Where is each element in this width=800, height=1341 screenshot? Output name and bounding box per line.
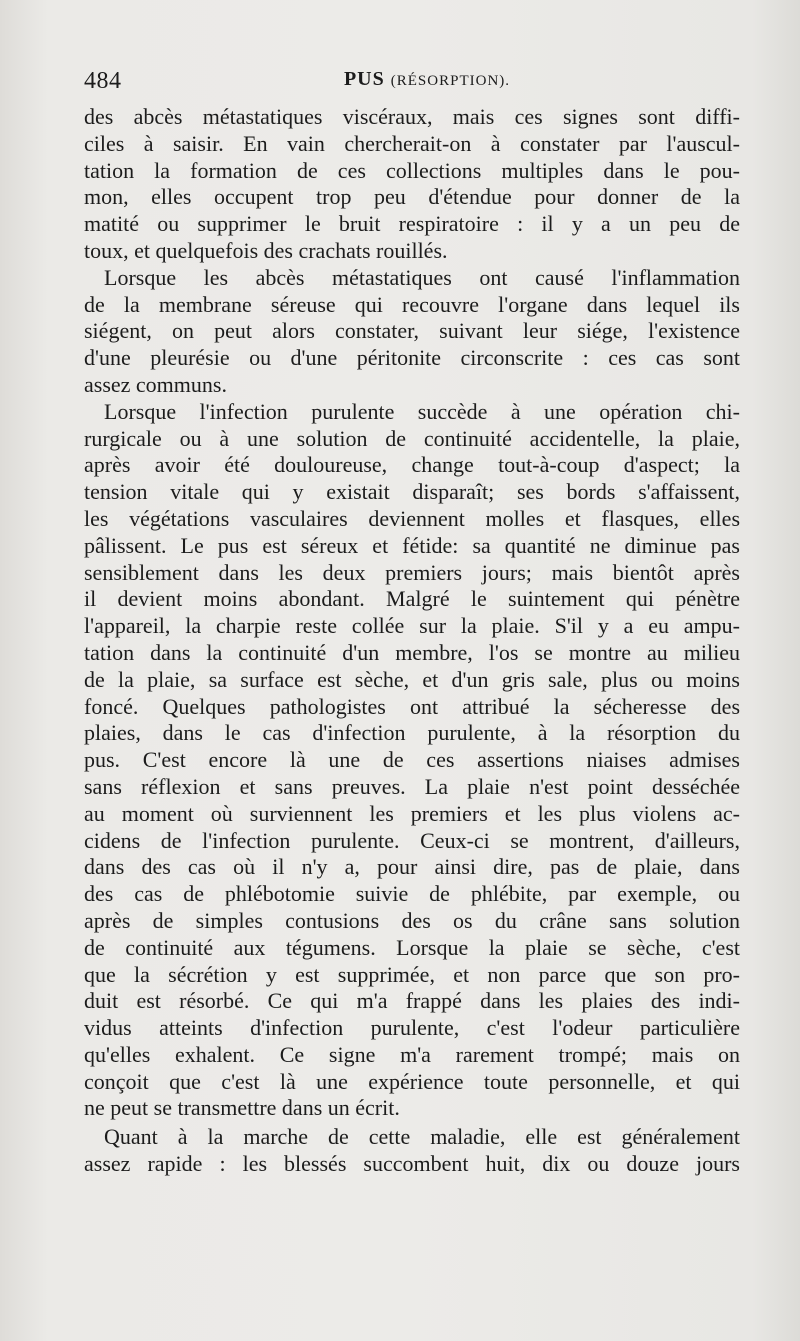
text-line: les végétations vasculaires deviennent molles et flasques, elles <box>84 505 740 531</box>
text-line: des abcès métastatiques viscéraux, mais ces signes sont diffi- <box>84 104 740 129</box>
text-line: ne peut se transmettre dans un écrit. <box>84 1095 400 1121</box>
page-header <box>84 68 740 100</box>
text-line: duit est résorbé. Ce qui m'a frappé dans les plaies des indi- <box>84 988 740 1014</box>
running-head <box>84 68 740 91</box>
text-line: siégent, on peut alors constater, suivant leur siége, l'existence <box>84 318 740 344</box>
text-line: cidens de l'infection purulente. Ceux-ci se montrent, d'ailleurs, <box>84 827 740 853</box>
text-line: Lorsque l'infection purulente succède à une opération chi- <box>104 398 740 424</box>
text-line: ciles à saisir. En vain chercherait-on à constater par l'auscul- <box>84 130 740 156</box>
running-head-main: PUS <box>343 68 385 90</box>
text-line: l'appareil, la charpie reste collée sur la plaie. S'il y a eu ampu- <box>84 613 740 639</box>
text-line: pus. C'est encore là une de ces assertions niaises admises <box>84 747 740 773</box>
paragraph-2 <box>84 265 740 399</box>
text-line: tation la formation de ces collections multiples dans le pou- <box>84 157 740 183</box>
text-line: de la plaie, sa surface est sèche, et d'un gris sale, plus ou moins <box>84 666 740 692</box>
text-line: tension vitale qui y existait disparaît; ses bords s'affaissent, <box>84 479 740 505</box>
text-line: au moment où surviennent les premiers et les plus violens ac- <box>84 800 740 826</box>
text-line: vidus atteints d'infection purulente, c'est l'odeur particulière <box>84 1015 740 1041</box>
text-line: que la sécrétion y est supprimée, et non parce que son pro- <box>84 961 740 987</box>
text-line: de continuité aux tégumens. Lorsque la plaie se sèche, c'est <box>84 934 740 960</box>
text-line: de la membrane séreuse qui recouvre l'organe dans lequel ils <box>84 291 740 317</box>
text-line: sensiblement dans les deux premiers jours; mais bientôt après <box>84 559 740 585</box>
text-line: Lorsque les abcès métastatiques ont causé l'inflammation <box>104 264 740 290</box>
text-line: plaies, dans le cas d'infection purulente, à la résorption du <box>84 720 740 746</box>
text-line: dans des cas où il n'y a, pour ainsi dire, pas de plaie, dans <box>84 854 740 880</box>
paragraph-3 <box>84 399 740 1123</box>
body-text <box>84 104 740 1178</box>
paragraph-4 <box>84 1124 740 1178</box>
text-line: après avoir été douloureuse, change tout-à-coup d'aspect; la <box>84 452 740 478</box>
text-line: après de simples contusions des os du crâne sans solution <box>84 907 740 933</box>
text-line: tation dans la continuité d'un membre, l'os se montre au milieu <box>84 639 740 665</box>
running-head-sub: (RÉSORPTION). <box>390 73 511 89</box>
text-line: matité ou supprimer le bruit respiratoire : il y a un peu de <box>84 211 740 237</box>
paragraph-1 <box>84 104 740 265</box>
text-line: qu'elles exhalent. Ce signe m'a rarement trompé; mais on <box>84 1041 740 1067</box>
text-line: sans réflexion et sans preuves. La plaie n'est point desséchée <box>84 773 740 799</box>
text-line: rurgicale ou à une solution de continuité accidentelle, la plaie, <box>84 425 740 451</box>
text-line: toux, et quelquefois des crachats rouillés. <box>84 237 448 263</box>
text-line: d'une pleurésie ou d'une péritonite circonscrite : ces cas sont <box>84 345 740 371</box>
text-line: pâlissent. Le pus est séreux et fétide: sa quantité ne diminue pas <box>84 532 740 558</box>
text-line: des cas de phlébotomie suivie de phlébite, par exemple, ou <box>84 881 740 907</box>
text-line: mon, elles occupent trop peu d'étendue pour donner de la <box>84 184 740 210</box>
text-line: Quant à la marche de cette maladie, elle est généralement <box>104 1124 740 1150</box>
text-line: il devient moins abondant. Malgré le suintement qui pénètre <box>84 586 740 612</box>
text-line: assez communs. <box>84 371 227 397</box>
text-line: assez rapide : les blessés succombent huit, dix ou douze jours <box>84 1151 740 1177</box>
text-line: foncé. Quelques pathologistes ont attribué la sécheresse des <box>84 693 740 719</box>
text-line: conçoit que c'est là une expérience toute personnelle, et qui <box>84 1068 740 1094</box>
page-number: 484 <box>84 68 122 94</box>
